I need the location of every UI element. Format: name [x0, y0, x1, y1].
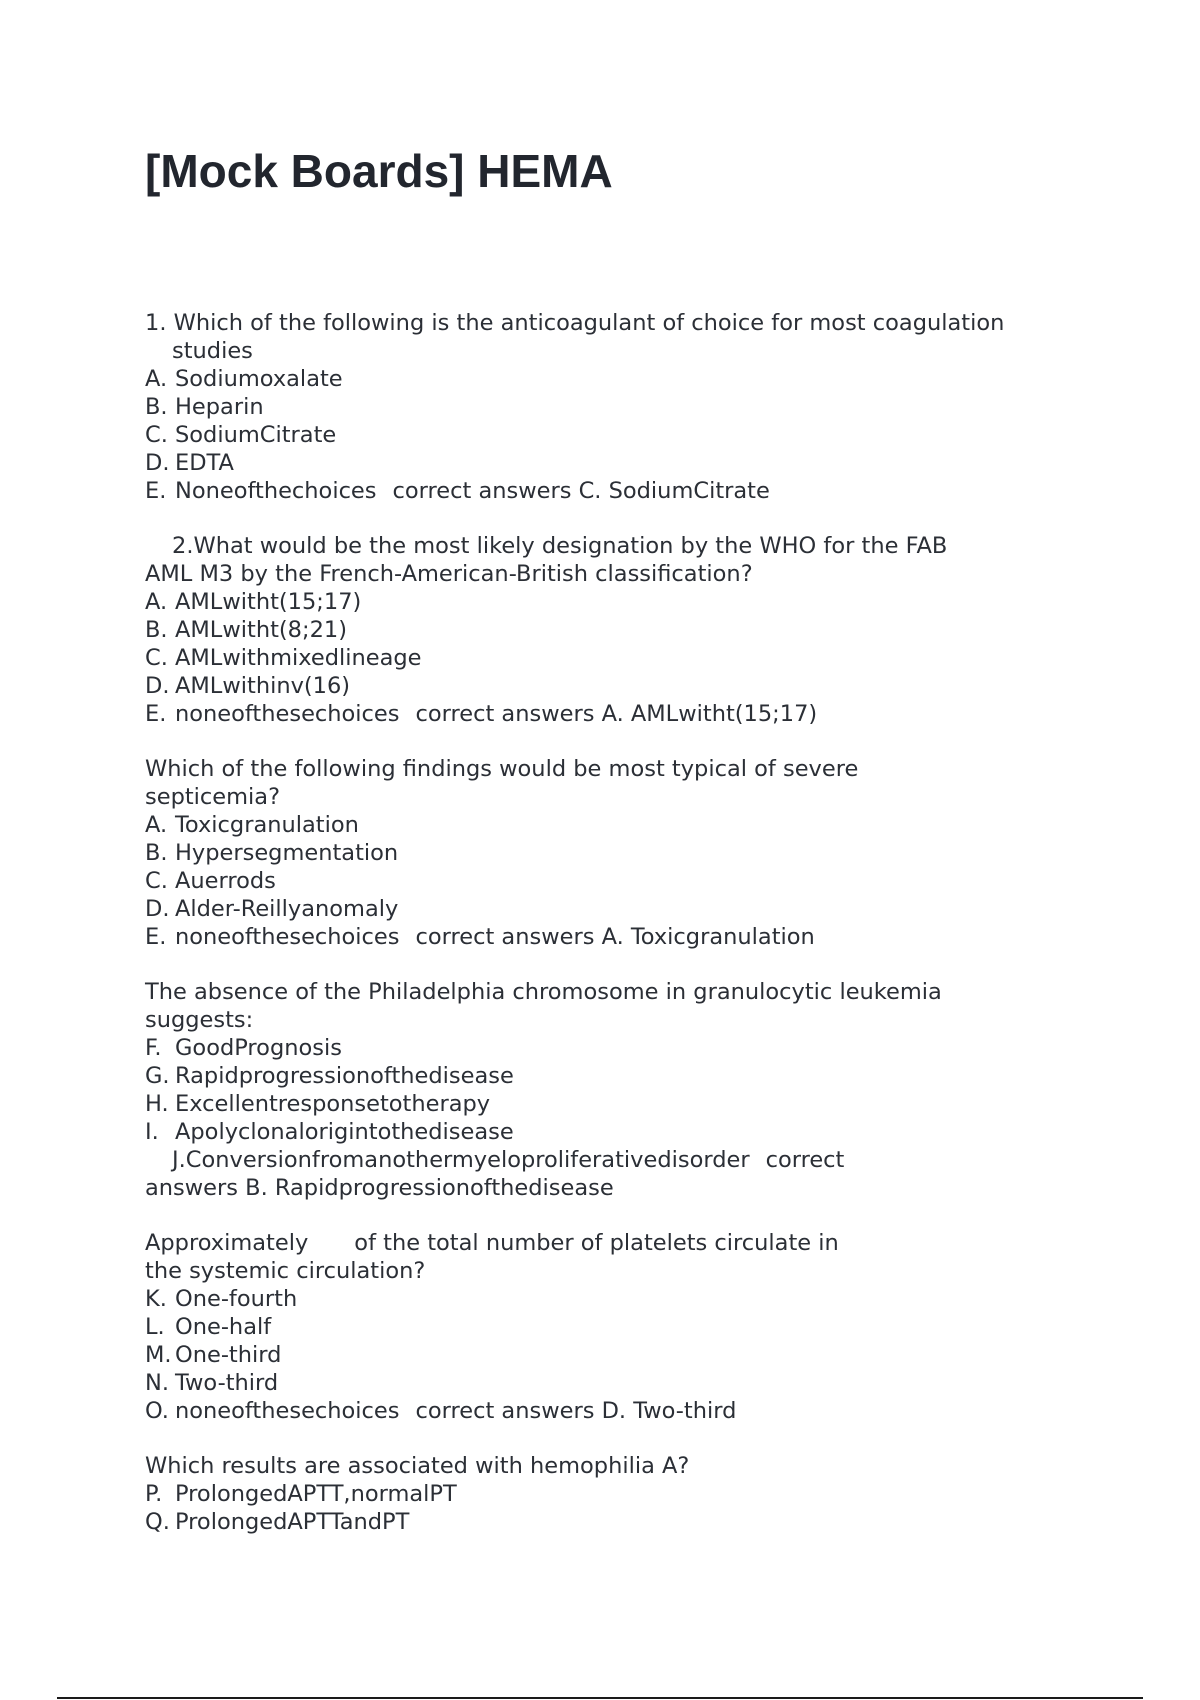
footer-divider — [57, 1697, 1143, 1699]
option-text: Excellentresponsetotherapy — [175, 1091, 491, 1117]
question-4-option-j — [145, 1146, 1085, 1174]
option-text: noneofthesechoices — [175, 701, 400, 727]
option-letter: C. — [145, 868, 168, 894]
question-3-option-b — [145, 839, 1085, 867]
option-letter: N. — [145, 1370, 169, 1396]
question-5-answer: correct answers D. Two-third — [415, 1398, 737, 1424]
option-text: One-third — [175, 1342, 282, 1368]
option-text: SodiumCitrate — [175, 422, 337, 448]
question-1-option-c — [145, 421, 1085, 449]
question-5-option-l — [145, 1313, 1085, 1341]
question-4-option-h — [145, 1090, 1085, 1118]
option-text: Alder-Reillyanomaly — [175, 896, 399, 922]
question-6 — [145, 1452, 1085, 1536]
question-2 — [145, 532, 1085, 728]
question-3-option-a — [145, 811, 1085, 839]
question-4-option-i — [145, 1118, 1085, 1146]
option-letter: A. — [145, 589, 168, 615]
question-1-text-cont: studies — [172, 338, 253, 364]
question-3-option-e — [145, 923, 1085, 951]
option-text: Toxicgranulation — [175, 812, 359, 838]
question-2-text-cont: AML M3 by the French-American-British classification? — [145, 561, 753, 587]
question-1-option-b — [145, 393, 1085, 421]
option-letter: B. — [145, 840, 168, 866]
question-1-option-e — [145, 477, 1085, 505]
option-letter: C. — [145, 422, 168, 448]
option-letter: I. — [145, 1119, 159, 1145]
question-5-text — [145, 1229, 1085, 1257]
question-2-option-a — [145, 588, 1085, 616]
question-5-text-cont: the systemic circulation? — [145, 1258, 426, 1284]
option-text: Rapidprogressionofthedisease — [175, 1063, 514, 1089]
question-1-option-a — [145, 365, 1085, 393]
option-letter: C. — [145, 645, 168, 671]
question-4-answer-start: correct — [765, 1147, 845, 1173]
option-letter: O. — [145, 1398, 169, 1424]
option-letter: A. — [145, 812, 168, 838]
question-1 — [145, 309, 1085, 505]
option-letter: E. — [145, 701, 167, 727]
question-5-option-k — [145, 1285, 1085, 1313]
question-3-option-c — [145, 867, 1085, 895]
question-5 — [145, 1229, 1085, 1425]
option-letter: D. — [145, 896, 170, 922]
option-text: J.Conversionfromanothermyeloproliferativedisorder — [172, 1147, 750, 1173]
question-4 — [145, 978, 1085, 1202]
question-1-answer: correct answers C. SodiumCitrate — [392, 478, 770, 504]
question-6-option-q — [145, 1508, 1085, 1536]
option-text: Heparin — [175, 394, 264, 420]
option-text: GoodPrognosis — [175, 1035, 342, 1061]
question-5-text-end: of the total number of platelets circulate in — [354, 1230, 839, 1256]
option-text: Auerrods — [175, 868, 276, 894]
option-text: ProlongedAPTT,normalPT — [175, 1481, 457, 1507]
question-2-option-e — [145, 700, 1085, 728]
question-4-option-g — [145, 1062, 1085, 1090]
question-1-option-d — [145, 449, 1085, 477]
option-letter: D. — [145, 450, 170, 476]
question-3-option-d — [145, 895, 1085, 923]
option-letter: A. — [145, 366, 168, 392]
question-6-text: Which results are associated with hemophilia A? — [145, 1453, 690, 1479]
option-text: AMLwithmixedlineage — [175, 645, 422, 671]
option-text: Sodiumoxalate — [175, 366, 343, 392]
option-text: Two-third — [175, 1370, 279, 1396]
question-1-text: 1. Which of the following is the anticoagulant of choice for most coagulation — [145, 310, 1005, 336]
question-list — [145, 309, 1085, 1563]
option-text: EDTA — [175, 450, 234, 476]
question-4-option-f — [145, 1034, 1085, 1062]
option-letter: M. — [145, 1342, 172, 1368]
option-letter: B. — [145, 394, 168, 420]
option-text: noneofthesechoices — [175, 924, 400, 950]
option-letter: P. — [145, 1481, 163, 1507]
question-2-option-b — [145, 616, 1085, 644]
option-letter: D. — [145, 673, 170, 699]
option-text: Hypersegmentation — [175, 840, 399, 866]
option-letter: Q. — [145, 1509, 170, 1535]
option-text: One-fourth — [175, 1286, 298, 1312]
question-4-answer: answers B. Rapidprogressionofthedisease — [145, 1175, 614, 1201]
question-3-text-cont: septicemia? — [145, 784, 281, 810]
question-5-option-m — [145, 1341, 1085, 1369]
option-text: Apolyclonalorigintothedisease — [175, 1119, 514, 1145]
question-3-answer: correct answers A. Toxicgranulation — [415, 924, 815, 950]
option-letter: B. — [145, 617, 168, 643]
option-text: ProlongedAPTTandPT — [175, 1509, 410, 1535]
question-2-option-d — [145, 672, 1085, 700]
option-letter: E. — [145, 478, 167, 504]
option-letter: G. — [145, 1063, 170, 1089]
question-5-option-o — [145, 1397, 1085, 1425]
option-text: AMLwitht(15;17) — [175, 589, 362, 615]
option-text: One-half — [175, 1314, 272, 1340]
page-title: [Mock Boards] HEMA — [145, 145, 613, 197]
option-text: noneofthesechoices — [175, 1398, 400, 1424]
option-text: AMLwithinv(16) — [175, 673, 351, 699]
question-4-text-cont: suggests: — [145, 1007, 254, 1033]
option-text: AMLwitht(8;21) — [175, 617, 347, 643]
question-5-option-n — [145, 1369, 1085, 1397]
question-2-answer: correct answers A. AMLwitht(15;17) — [415, 701, 818, 727]
option-letter: L. — [145, 1314, 165, 1340]
question-2-option-c — [145, 644, 1085, 672]
question-3 — [145, 755, 1085, 951]
question-2-text: 2.What would be the most likely designation by the WHO for the FAB — [172, 533, 948, 559]
option-letter: H. — [145, 1091, 169, 1117]
option-letter: F. — [145, 1035, 162, 1061]
question-5-text-start: Approximately — [145, 1230, 309, 1256]
option-letter: E. — [145, 924, 167, 950]
question-4-text: The absence of the Philadelphia chromosome in granulocytic leukemia — [145, 979, 942, 1005]
option-letter: K. — [145, 1286, 167, 1312]
question-6-option-p — [145, 1480, 1085, 1508]
option-text: Noneofthechoices — [175, 478, 377, 504]
question-3-text: Which of the following findings would be most typical of severe — [145, 756, 859, 782]
